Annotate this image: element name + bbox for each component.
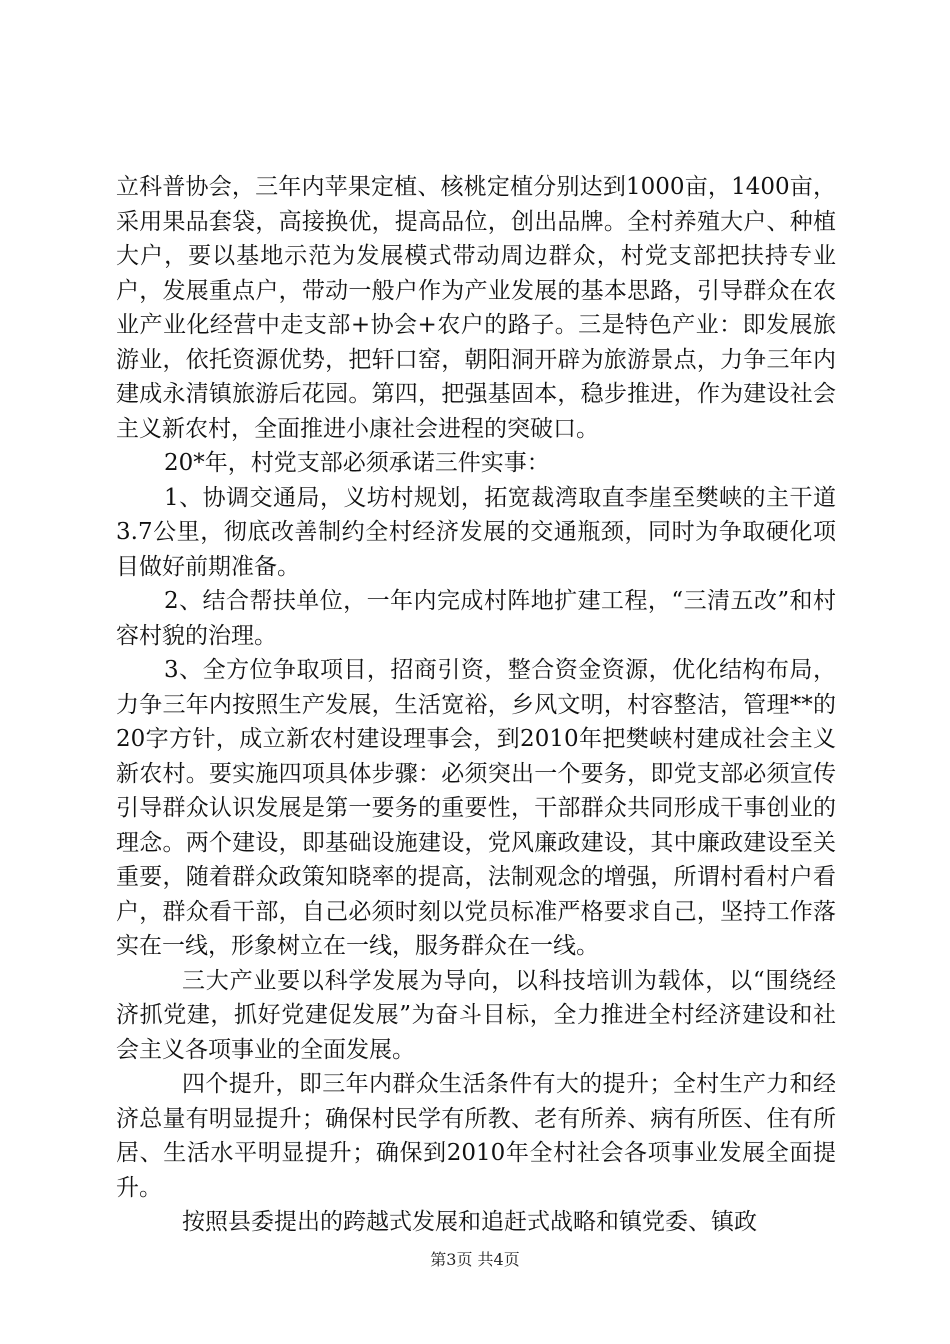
paragraph-county-strategy: 按照县委提出的跨越式发展和追赶式战略和镇党委、镇政 — [182, 1209, 757, 1235]
paragraph-item-2: 2、结合帮扶单位，一年内完成村阵地扩建工程，“三清五改”和村容村貌的治理。 — [116, 588, 836, 649]
paragraph-item-3: 3、全方位争取项目，招商引资，整合资金资源，优化结构布局，力争三年内按照生产发展，生活宽裕，乡风文明，村容整洁，管理**的20字方针，成立新农村建设理事会，到2010年把樊峡村建成社会主义新农村。要实施四项具体步骤：必须突出一个要务，即党支部必须宣传引导群众认识发展是第一要务的重要性，干部群众共同形成干事创业的理念。两个建设，即基础设施建设，党风廉政建设，其中廉政建设至关重要，随着群众政策知晓率的提高，法制观念的增强，所谓村看村户看户，群众看干部，自己必须时刻以党员标准严格要求自己，坚持工作落实在一线，形象树立在一线，服务群众在一线。 — [116, 657, 836, 959]
page-number-footer: 第3页 共4页 — [430, 1250, 520, 1269]
paragraph-continued: 立科普协会，三年内苹果定植、核桃定植分别达到1000亩，1400亩，采用果品套袋，高接换优，提高品位，创出品牌。全村养殖大户、种植大户，要以基地示范为发展模式带动周边群众，村党支部把扶持专业户，发展重点户，带动一般户作为产业发展的基本思路，引导群众在农业产业化经营中走支部+协会+农户的路子。三是特色产业：即发展旅游业，依托资源优势，把轩口窑，朝阳洞开辟为旅游景点，力争三年内建成永清镇旅游后花园。第四，把强基固本，稳步推进，作为建设社会主义新农村，全面推进小康社会进程的突破口。 — [116, 174, 836, 442]
paragraph-item-1: 1、协调交通局，义坊村规划，拓宽裁湾取直李崖至樊峡的主干道3.7公里，彻底改善制约全村经济发展的交通瓶颈，同时为争取硬化项目做好前期准备。 — [116, 484, 836, 580]
paragraph-three-industries: 三大产业要以科学发展为导向，以科技培训为载体，以“围绕经济抓党建，抓好党建促发展”为奋斗目标，全力推进全村经济建设和社会主义各项事业的全面发展。 — [116, 967, 836, 1063]
document-body — [116, 170, 836, 1240]
paragraph-commitments-intro: 20*年，村党支部必须承诺三件实事： — [164, 450, 550, 476]
paragraph-four-improvements: 四个提升，即三年内群众生活条件有大的提升；全村生产力和经济总量有明显提升；确保村民学有所教、老有所养、病有所医、住有所居、生活水平明显提升；确保到2010年全村社会各项事业发展全面提升。 — [116, 1071, 836, 1201]
